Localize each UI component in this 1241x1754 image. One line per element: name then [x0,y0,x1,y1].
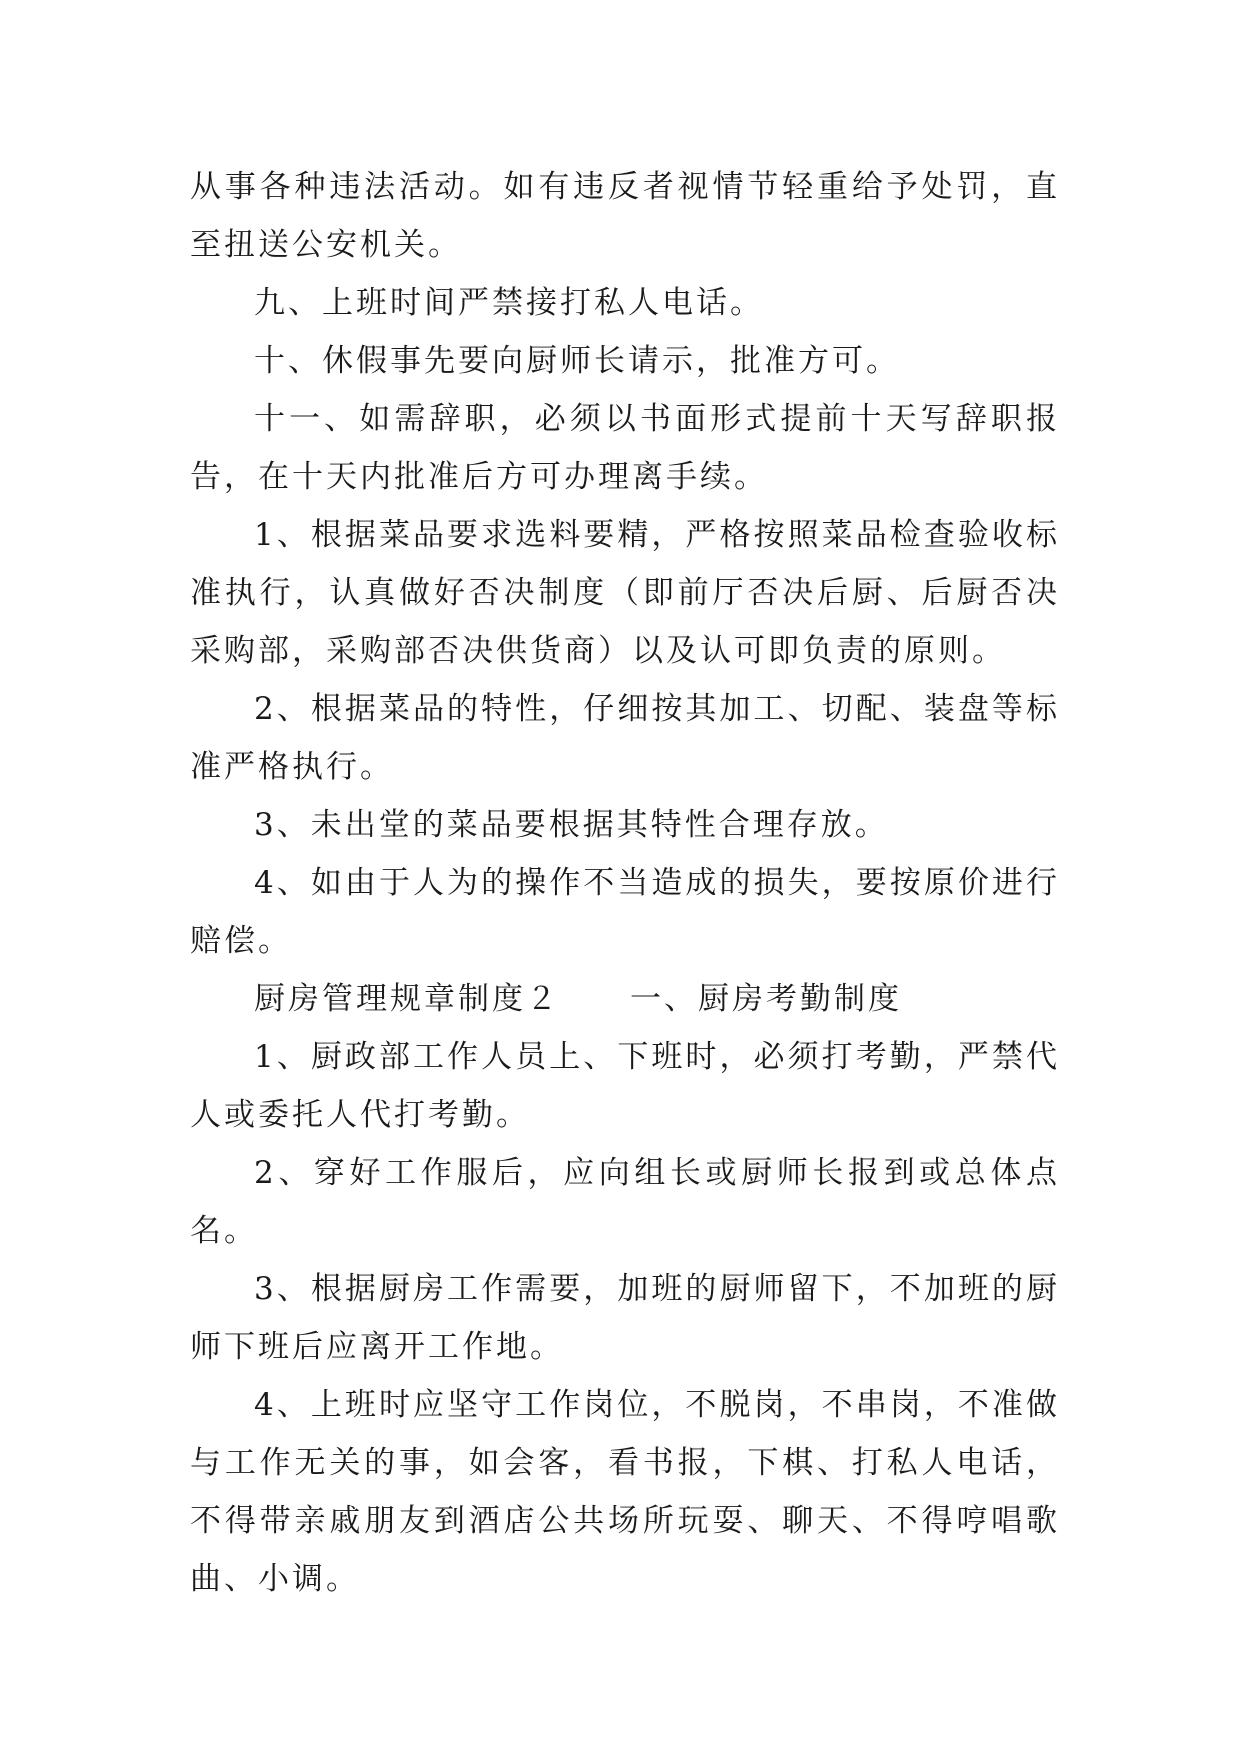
document-body [190,158,1060,1608]
paragraph-item-1: 1、根据菜品要求选料要精，严格按照菜品检查验收标准执行，认真做好否决制度（即前厅否决后厨、后厨否决采购部，采购部否决供货商）以及认可即负责的原则。 [190,517,1060,669]
paragraph-rule-11: 十一、如需辞职，必须以书面形式提前十天写辞职报告，在十天内批准后方可办理离手续。 [190,401,1060,495]
paragraph-continuation: 从事各种违法活动。如有违反者视情节轻重给予处罚，直至扭送公安机关。 [190,169,1060,263]
paragraph-item-2: 2、根据菜品的特性，仔细按其加工、切配、装盘等标准严格执行。 [190,691,1060,785]
paragraph-item-3: 3、未出堂的菜品要根据其特性合理存放。 [254,807,889,843]
paragraph-item-4: 4、如由于人为的操作不当造成的损失，要按原价进行赔偿。 [190,865,1060,959]
paragraph-attendance-2: 2、穿好工作服后，应向组长或厨师长报到或总体点名。 [190,1155,1060,1249]
section-subtitle: 一、厨房考勤制度 [630,981,902,1017]
paragraph-rule-9: 九、上班时间严禁接打私人电话。 [254,285,764,321]
paragraph-attendance-4: 4、上班时应坚守工作岗位，不脱岗，不串岗，不准做与工作无关的事，如会客，看书报，下棋、打私人电话，不得带亲戚朋友到酒店公共场所玩耍、聊天、不得哼唱歌曲、小调。 [190,1387,1060,1597]
paragraph-rule-10: 十、休假事先要向厨师长请示，批准方可。 [254,343,900,379]
paragraph-attendance-1: 1、厨政部工作人员上、下班时，必须打考勤，严禁代人或委托人代打考勤。 [190,1039,1060,1133]
section-title: 厨房管理规章制度２ [254,981,560,1017]
paragraph-attendance-3: 3、根据厨房工作需要，加班的厨师留下，不加班的厨师下班后应离开工作地。 [190,1271,1060,1365]
section-heading [190,970,1060,1028]
